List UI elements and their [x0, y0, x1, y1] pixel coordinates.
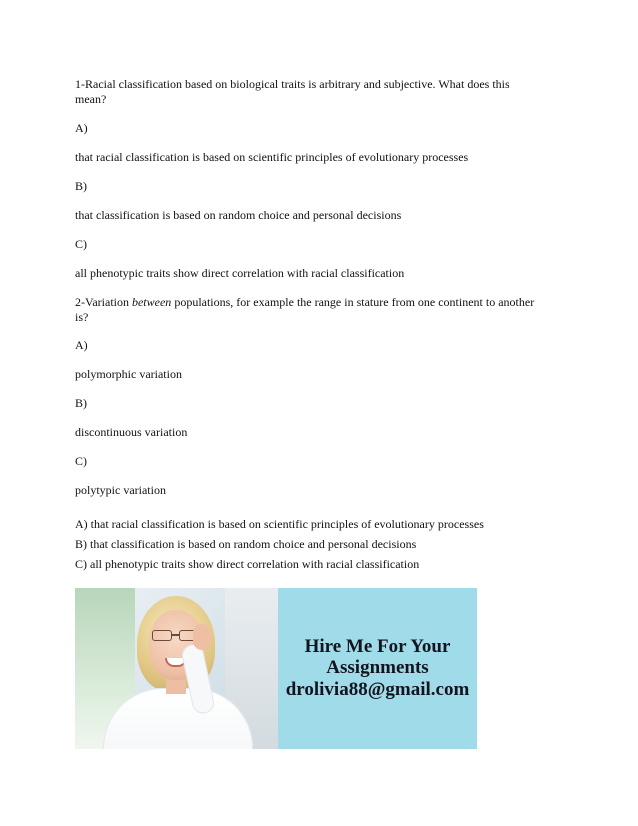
q2-option-b-text: discontinuous variation [75, 425, 188, 439]
q1-text-line1: 1-Racial classification based on biological traits is arbitrary and subjective. What does this [75, 77, 510, 91]
q2-text-line2: is? [75, 310, 89, 324]
answer-summary-a: A) that racial classification is based on scientific principles of evolutionary processes [75, 517, 484, 531]
promo-line1: Hire Me For Your [304, 636, 451, 657]
q1-text-line2: mean? [75, 92, 107, 106]
q2-prefix: 2-Variation [75, 295, 132, 309]
q2-suffix: populations, for example the range in stature from one continent to another [171, 295, 535, 309]
q1-option-b-text: that classification is based on random choice and personal decisions [75, 208, 402, 222]
q1-option-c-text: all phenotypic traits show direct correlation with racial classification [75, 266, 405, 280]
answer-summary-c: C) all phenotypic traits show direct correlation with racial classification [75, 557, 420, 571]
q1-option-c-label: C) [75, 237, 87, 251]
promo-email[interactable]: drolivia88@gmail.com [285, 679, 470, 700]
promo-line2: Assignments [326, 657, 429, 678]
answer-summary-b: B) that classification is based on random choice and personal decisions [75, 537, 417, 551]
woman-photo [75, 588, 278, 749]
q2-option-b-label: B) [75, 396, 87, 410]
q1-option-b-label: B) [75, 179, 87, 193]
q2-option-a-label: A) [75, 338, 88, 352]
q2-option-c-text: polytypic variation [75, 483, 166, 497]
q2-emphasis: between [131, 295, 172, 309]
q2-text-line1 [75, 295, 565, 310]
photo-hand [193, 624, 211, 650]
q1-option-a-label: A) [75, 121, 88, 135]
hire-me-banner [75, 588, 477, 749]
promo-panel [278, 588, 477, 749]
q1-option-a-text: that racial classification is based on scientific principles of evolutionary processes [75, 150, 469, 164]
q2-option-c-label: C) [75, 454, 87, 468]
q2-option-a-text: polymorphic variation [75, 367, 182, 381]
